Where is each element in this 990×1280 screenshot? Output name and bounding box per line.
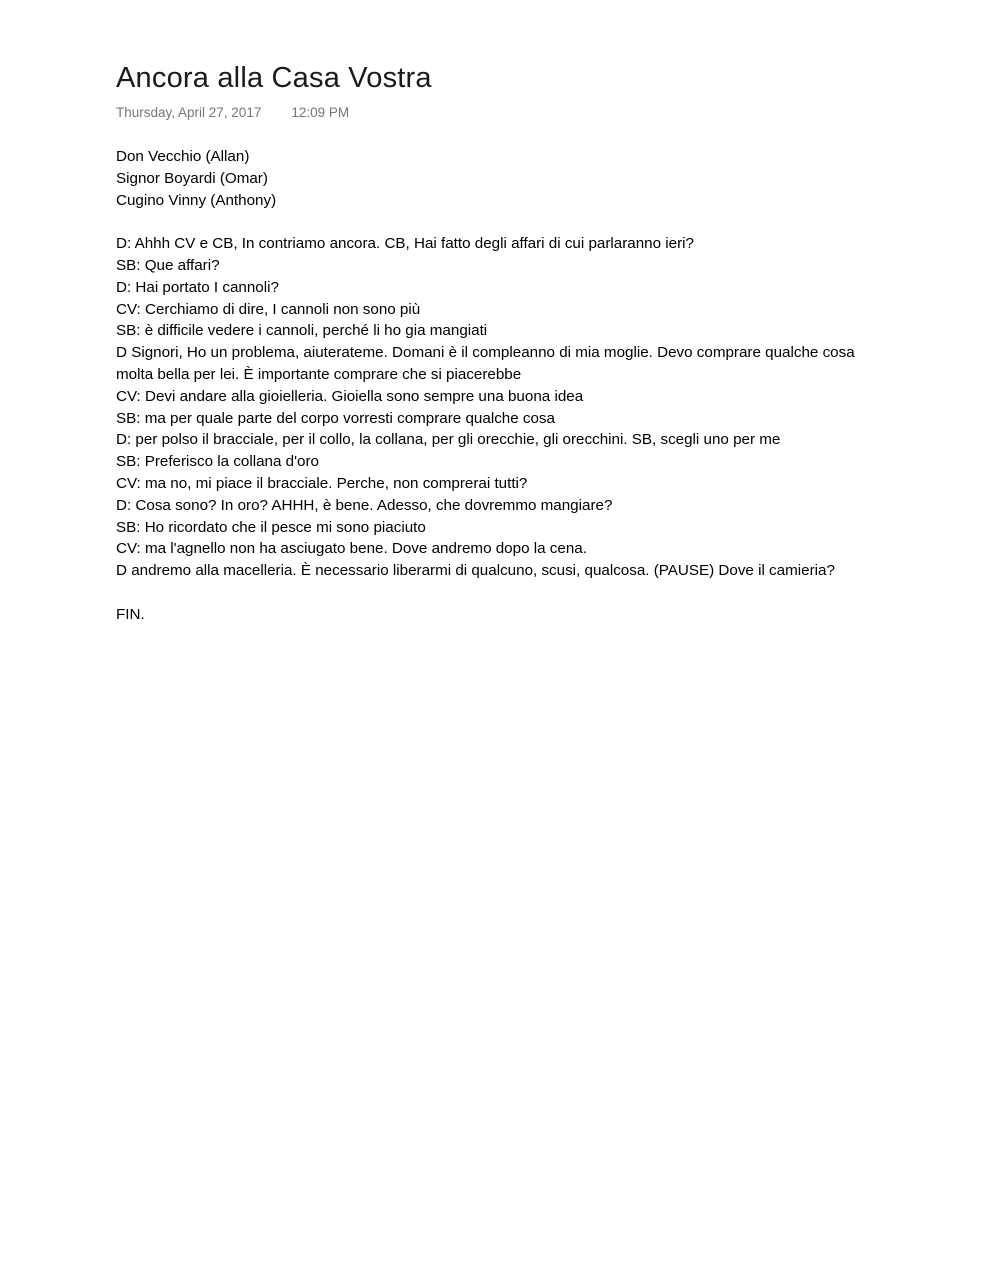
ending-text: FIN.	[116, 605, 145, 623]
page-title: Ancora alla Casa Vostra	[116, 62, 432, 94]
dialogue-line: D: Cosa sono? In oro? AHHH, è bene. Adesso, che dovremmo mangiare?	[116, 496, 613, 514]
dialogue-line: CV: Devi andare alla gioielleria. Gioiella sono sempre una buona idea	[116, 387, 584, 405]
dialogue-line: D Signori, Ho un problema, aiuterateme. Domani è il compleanno di mia moglie. Devo comprare qualche cosa molta bella per lei. È importante comprare che si piacerebbe	[116, 344, 855, 383]
note-time: 12:09 PM	[291, 105, 350, 120]
dialogue-line: SB: Ho ricordato che il pesce mi sono piaciuto	[116, 518, 426, 536]
dialogue-line: D andremo alla macelleria. È necessario liberarmi di qualcuno, scusi, qualcosa. (PAUSE) Dove il camieria?	[116, 562, 835, 580]
dialogue-line: D: per polso il bracciale, per il collo, la collana, per gli orecchie, gli orecchini. SB, scegli uno per me	[116, 431, 781, 449]
dialogue-line: SB: Que affari?	[116, 256, 220, 274]
dialogue-line: CV: ma l'agnello non ha asciugato bene. Dove andremo dopo la cena.	[116, 540, 587, 558]
cast-list	[116, 146, 916, 211]
dialogue-line: D: Ahhh CV e CB, In contriamo ancora. CB, Hai fatto degli affari di cui parlaranno ieri?	[116, 235, 694, 253]
cast-member: Cugino Vinny (Anthony)	[116, 191, 277, 209]
dialogue-line: SB: ma per quale parte del corpo vorresti comprare qualche cosa	[116, 409, 555, 427]
cast-member: Signor Boyardi (Omar)	[116, 169, 268, 187]
note-timestamp	[116, 103, 916, 123]
dialogue-line: CV: Cerchiamo di dire, I cannoli non sono più	[116, 300, 421, 318]
note-date: Thursday, April 27, 2017	[116, 105, 262, 120]
note-page	[116, 58, 916, 626]
dialogue-line: SB: Preferisco la collana d'oro	[116, 453, 319, 471]
dialogue-line: SB: è difficile vedere i cannoli, perché li ho gia mangiati	[116, 322, 488, 340]
dialogue-script	[116, 233, 916, 582]
dialogue-line: CV: ma no, mi piace il bracciale. Perche, non comprerai tutti?	[116, 474, 528, 492]
dialogue-line: D: Hai portato I cannoli?	[116, 278, 279, 296]
cast-member: Don Vecchio (Allan)	[116, 148, 250, 165]
